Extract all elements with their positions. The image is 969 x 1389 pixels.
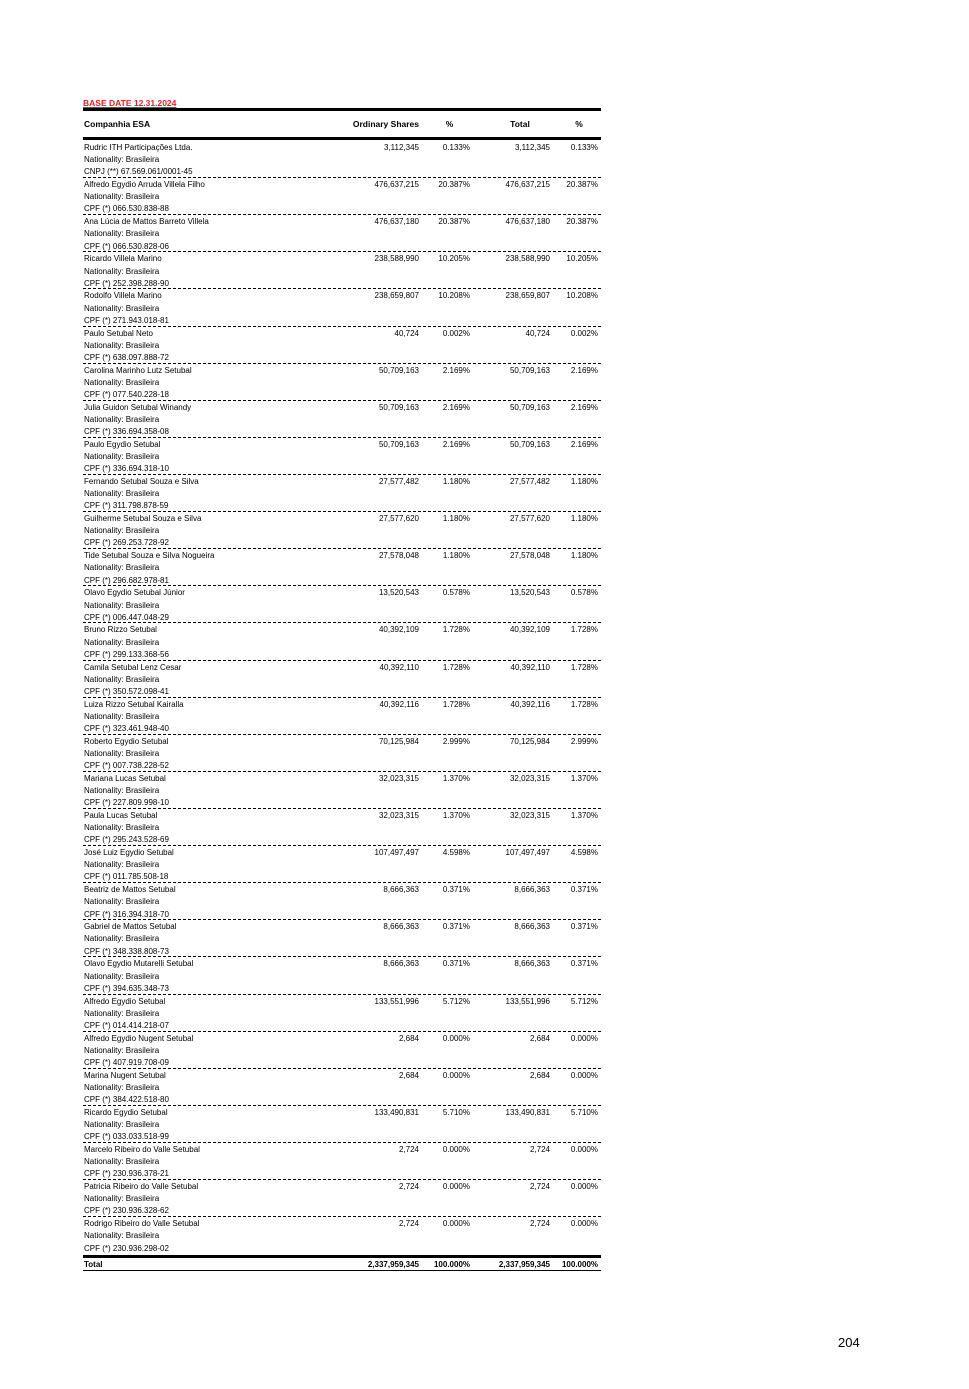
- row-divider: [83, 994, 601, 995]
- shareholder-name: Ana Lúcia de Mattos Barreto Villela: [84, 217, 209, 227]
- nationality: Nationality: Brasileira: [84, 303, 160, 313]
- total-pct: 100.000%: [433, 1259, 470, 1269]
- nationality: Nationality: Brasileira: [84, 266, 160, 276]
- nationality: Nationality: Brasileira: [84, 934, 160, 944]
- tax-id: CPF (*) 311.798.878-59: [84, 501, 169, 511]
- tax-id: CPF (*) 252.398.288-90: [84, 278, 169, 288]
- total-pct: 0.000%: [570, 1219, 598, 1229]
- table-row: [83, 216, 601, 253]
- row-divider: [83, 845, 601, 846]
- header-rule-bottom: [83, 137, 601, 140]
- header-pct: %: [445, 119, 454, 129]
- shareholder-name: Carolina Marinho Lutz Setubal: [84, 365, 192, 375]
- shares-pct: 1.370%: [442, 810, 470, 820]
- total-shares: 238,659,807: [505, 291, 550, 301]
- shareholder-name: Paula Lucas Setubal: [84, 810, 158, 820]
- row-divider: [83, 1105, 601, 1106]
- total-shares: 133,551,996: [505, 996, 550, 1006]
- total-shares: 2,684: [529, 1033, 550, 1043]
- total-shares: 27,578,048: [509, 551, 550, 561]
- shareholder-name: José Luiz Egydio Setubal: [84, 848, 174, 858]
- ordinary-shares: 2,684: [398, 1033, 419, 1043]
- shares-pct: 1.180%: [442, 551, 470, 561]
- total-row: [83, 1258, 601, 1270]
- shareholder-name: Roberto Egydio Setubal: [84, 736, 169, 746]
- row-divider: [83, 400, 601, 401]
- table-row: [83, 1218, 601, 1255]
- tax-id: CPF (*) 007.738.228-52: [84, 761, 169, 771]
- total-pct: 1.728%: [570, 662, 598, 672]
- table-row: [83, 587, 601, 624]
- total-shares: 13,520,543: [509, 588, 550, 598]
- row-divider: [83, 363, 601, 364]
- nationality: Nationality: Brasileira: [84, 1045, 160, 1055]
- row-divider: [83, 585, 601, 586]
- nationality: Nationality: Brasileira: [84, 563, 160, 573]
- nationality: Nationality: Brasileira: [84, 786, 160, 796]
- shares-pct: 5.712%: [442, 996, 470, 1006]
- total-pct: 0.002%: [570, 328, 598, 338]
- total-pct: 0.000%: [570, 1182, 598, 1192]
- nationality: Nationality: Brasileira: [84, 340, 160, 350]
- shares-pct: 5.710%: [442, 1107, 470, 1117]
- total-pct: 0.000%: [570, 1070, 598, 1080]
- total-pct: 0.578%: [570, 588, 598, 598]
- row-divider: [83, 214, 601, 215]
- table-row: [83, 179, 601, 216]
- table-row: [83, 253, 601, 290]
- tax-id: CPF (*) 323.461.948-40: [84, 724, 169, 734]
- shares-pct: 0.371%: [442, 885, 470, 895]
- nationality: Nationality: Brasileira: [84, 823, 160, 833]
- nationality: Nationality: Brasileira: [84, 229, 160, 239]
- shares-pct: 0.371%: [442, 959, 470, 969]
- nationality: Nationality: Brasileira: [84, 860, 160, 870]
- total-pct: 5.710%: [570, 1107, 598, 1117]
- table-row: [83, 1144, 601, 1181]
- total-shares: 2,724: [529, 1144, 550, 1154]
- shares-pct: 2.169%: [442, 365, 470, 375]
- shareholder-name: Olavo Egydio Setubal Júnior: [84, 588, 185, 598]
- shareholder-rows: [83, 142, 601, 1255]
- nationality: Nationality: Brasileira: [84, 377, 160, 387]
- ordinary-shares: 32,023,315: [378, 773, 419, 783]
- table-row: [83, 550, 601, 587]
- tax-id: CPF (*) 230.936.378-21: [84, 1169, 169, 1179]
- ordinary-shares: 238,588,990: [374, 254, 419, 264]
- row-divider: [83, 326, 601, 327]
- shareholder-name: Paulo Egydio Setubal: [84, 439, 161, 449]
- header-ordinary-shares: Ordinary Shares: [352, 119, 419, 129]
- shares-pct: 1.728%: [442, 662, 470, 672]
- table-row: [83, 699, 601, 736]
- base-date: BASE DATE 12.31.2024: [83, 98, 177, 108]
- nationality: Nationality: Brasileira: [84, 452, 160, 462]
- row-divider: [83, 474, 601, 475]
- ordinary-shares: 40,724: [394, 328, 419, 338]
- tax-id: CPF (*) 638.097.888-72: [84, 352, 169, 362]
- total-pct: 0.000%: [570, 1144, 598, 1154]
- ordinary-shares: 13,520,543: [378, 588, 419, 598]
- row-divider: [83, 771, 601, 772]
- tax-id: CPF (*) 271.943.018-81: [84, 315, 169, 325]
- total-pct: 1.370%: [570, 773, 598, 783]
- ordinary-shares: 8,666,363: [383, 885, 419, 895]
- table-row: [83, 662, 601, 699]
- total-shares: 50,709,163: [509, 365, 550, 375]
- nationality: Nationality: Brasileira: [84, 155, 160, 165]
- total-shares: 50,709,163: [509, 402, 550, 412]
- total-pct: 4.598%: [570, 848, 598, 858]
- table-row: [83, 773, 601, 810]
- nationality: Nationality: Brasileira: [84, 526, 160, 536]
- nationality: Nationality: Brasileira: [84, 489, 160, 499]
- tax-id: CPF (*) 033.033.518-99: [84, 1132, 169, 1142]
- row-divider: [83, 734, 601, 735]
- nationality: Nationality: Brasileira: [84, 192, 160, 202]
- ordinary-shares: 238,659,807: [374, 291, 419, 301]
- total-pct: 10.208%: [566, 291, 598, 301]
- total-shares: 476,637,215: [505, 180, 550, 190]
- total-total: 2,337,959,345: [498, 1259, 550, 1269]
- total-shares: 8,666,363: [514, 885, 550, 895]
- shares-pct: 10.205%: [438, 254, 470, 264]
- row-divider: [83, 511, 601, 512]
- shareholder-name: Alfredo Egydio Setubal: [84, 996, 166, 1006]
- shareholder-name: Marcelo Ribeiro do Valle Setubal: [84, 1144, 200, 1154]
- table-row: [83, 884, 601, 921]
- table-row: [83, 624, 601, 661]
- total-shares: 3,112,345: [515, 143, 550, 152]
- shareholder-name: Marina Nugent Setubal: [84, 1070, 166, 1080]
- tax-id: CPF (*) 296.682.978-81: [84, 575, 169, 585]
- total-shares: 2,337,959,345: [367, 1259, 419, 1269]
- shares-pct: 0.000%: [442, 1033, 470, 1043]
- row-divider: [83, 882, 601, 883]
- shareholder-name: Paulo Setubal Neto: [84, 328, 153, 338]
- table-row: [83, 1070, 601, 1107]
- header-total: Total: [510, 119, 530, 129]
- table-row: [83, 513, 601, 550]
- shareholder-name: Tide Setubal Souza e Silva Nogueira: [84, 551, 215, 561]
- total-pct: 0.000%: [570, 1033, 598, 1043]
- total-shares: 8,666,363: [514, 922, 550, 932]
- shares-pct: 0.002%: [442, 328, 470, 338]
- total-pct: 2.169%: [570, 365, 598, 375]
- tax-id: CPF (*) 295.243.528-69: [84, 835, 169, 845]
- shares-pct: 0.000%: [442, 1182, 470, 1192]
- tax-id: CPF (*) 230.936.328-62: [84, 1206, 169, 1216]
- tax-id: CPF (*) 384.422.518-80: [84, 1095, 169, 1105]
- total-shares: 27,577,482: [509, 476, 550, 486]
- shares-pct: 2.169%: [442, 439, 470, 449]
- shares-pct: 1.180%: [442, 476, 470, 486]
- total-pct: 1.180%: [570, 551, 598, 561]
- table-row: [83, 439, 601, 476]
- tax-id: CPF (*) 316.394.318-70: [84, 909, 169, 919]
- total-pct: 0.371%: [570, 959, 598, 969]
- shareholder-name: Patricia Ribeiro do Valle Setubal: [84, 1182, 199, 1192]
- nationality: Nationality: Brasileira: [84, 971, 160, 981]
- table-row: [83, 958, 601, 995]
- shareholder-name: Camila Setubal Lenz Cesar: [84, 662, 182, 672]
- ordinary-shares: 107,497,497: [374, 848, 419, 858]
- table-row: [83, 402, 601, 439]
- shares-pct: 4.598%: [442, 848, 470, 858]
- ordinary-shares: 40,392,109: [378, 625, 419, 635]
- total-shares: 107,497,497: [505, 848, 550, 858]
- table-row: [83, 1181, 601, 1218]
- ordinary-shares: 50,709,163: [378, 365, 419, 375]
- ordinary-shares: 2,684: [398, 1070, 419, 1080]
- tax-id: CPF (*) 336.694.358-08: [84, 427, 169, 437]
- nationality: Nationality: Brasileira: [84, 674, 160, 684]
- shares-pct: 0.133%: [442, 143, 470, 152]
- total-shares: 40,724: [525, 328, 550, 338]
- row-divider: [83, 697, 601, 698]
- tax-id: CPF (*) 350.572.098-41: [84, 686, 169, 696]
- total-pct: 1.728%: [570, 625, 598, 635]
- shares-pct: 1.180%: [442, 514, 470, 524]
- shares-pct: 20.387%: [438, 217, 470, 227]
- shares-pct: 0.000%: [442, 1144, 470, 1154]
- shares-pct: 1.728%: [442, 699, 470, 709]
- tax-id: CPF (*) 336.694.318-10: [84, 464, 169, 474]
- shareholder-name: Bruno Rizzo Setubal: [84, 625, 157, 635]
- ordinary-shares: 50,709,163: [378, 439, 419, 449]
- ordinary-shares: 8,666,363: [383, 922, 419, 932]
- total-shares: 2,724: [529, 1182, 550, 1192]
- total-pct: 0.133%: [570, 143, 598, 152]
- ordinary-shares: 2,724: [398, 1219, 419, 1229]
- row-divider: [83, 288, 601, 289]
- nationality: Nationality: Brasileira: [84, 414, 160, 424]
- shareholder-name: Julia Guidon Setubal Winandy: [84, 402, 192, 412]
- shareholder-name: Luiza Rizzo Setubal Kairalla: [84, 699, 184, 709]
- nationality: Nationality: Brasileira: [84, 1082, 160, 1092]
- nationality: Nationality: Brasileira: [84, 1194, 160, 1204]
- shares-pct: 0.000%: [442, 1219, 470, 1229]
- shareholder-name: Alfredo Egydio Arruda Villela Filho: [84, 180, 205, 190]
- nationality: Nationality: Brasileira: [84, 600, 160, 610]
- tax-id: CNPJ (**) 67.569.061/0001-45: [84, 167, 193, 177]
- tax-id: CPF (*) 299.133.368-56: [84, 649, 169, 659]
- total-shares: 2,724: [529, 1219, 550, 1229]
- table-row: [83, 1033, 601, 1070]
- shares-pct: 20.387%: [438, 180, 470, 190]
- nationality: Nationality: Brasileira: [84, 637, 160, 647]
- total-pct: 5.712%: [570, 996, 598, 1006]
- total-pct: 0.371%: [570, 885, 598, 895]
- total-shares: 476,637,180: [505, 217, 550, 227]
- total-pct: 20.387%: [566, 180, 598, 190]
- shareholder-name: Olavo Egydio Mutarelli Setubal: [84, 959, 194, 969]
- total-pct-total: 100.000%: [561, 1259, 598, 1269]
- ordinary-shares: 70,125,984: [378, 736, 419, 746]
- row-divider: [83, 919, 601, 920]
- row-divider: [83, 437, 601, 438]
- shareholder-name: Rodrigo Ribeiro do Valle Setubal: [84, 1219, 200, 1229]
- ordinary-shares: 476,637,180: [374, 217, 419, 227]
- total-shares: 8,666,363: [514, 959, 550, 969]
- shareholder-name: Gabriel de Mattos Setubal: [84, 922, 177, 932]
- tax-id: CPF (*) 011.785.508-18: [84, 872, 169, 882]
- ordinary-shares: 8,666,363: [383, 959, 419, 969]
- shareholder-name: Guilherme Setubal Souza e Silva: [84, 514, 202, 524]
- table-row: [83, 328, 601, 365]
- nationality: Nationality: Brasileira: [84, 1120, 160, 1130]
- table-row: [83, 847, 601, 884]
- shares-pct: 0.000%: [442, 1070, 470, 1080]
- nationality: Nationality: Brasileira: [84, 711, 160, 721]
- ordinary-shares: 133,551,996: [374, 996, 419, 1006]
- nationality: Nationality: Brasileira: [84, 1008, 160, 1018]
- table-row: [83, 996, 601, 1033]
- ordinary-shares: 27,578,048: [378, 551, 419, 561]
- total-pct: 2.169%: [570, 439, 598, 449]
- row-divider: [83, 548, 601, 549]
- shareholder-name: Rudric ITH Participações Ltda.: [84, 143, 193, 152]
- ordinary-shares: 476,637,215: [374, 180, 419, 190]
- shares-pct: 1.370%: [442, 773, 470, 783]
- ordinary-shares: 27,577,620: [378, 514, 419, 524]
- tax-id: CPF (*) 066.530.838-88: [84, 204, 169, 214]
- row-divider: [83, 1142, 601, 1143]
- row-divider: [83, 1031, 601, 1032]
- tax-id: CPF (*) 227.809.998-10: [84, 798, 169, 808]
- ordinary-shares: 2,724: [398, 1144, 419, 1154]
- shareholder-name: Fernando Setubal Souza e Silva: [84, 476, 199, 486]
- tax-id: CPF (*) 348.338.808-73: [84, 946, 169, 956]
- total-shares: 238,588,990: [505, 254, 550, 264]
- row-divider: [83, 660, 601, 661]
- total-label: Total: [84, 1259, 103, 1269]
- total-shares: 32,023,315: [509, 810, 550, 820]
- shares-pct: 1.728%: [442, 625, 470, 635]
- row-divider: [83, 177, 601, 178]
- table-row: [83, 365, 601, 402]
- table-row: [83, 921, 601, 958]
- header-pct-total: %: [575, 119, 583, 129]
- shareholder-name: Beatriz de Mattos Setubal: [84, 885, 176, 895]
- tax-id: CPF (*) 006.447.048-29: [84, 612, 169, 622]
- tax-id: CPF (*) 394.635.348-73: [84, 983, 169, 993]
- shareholder-table: [83, 98, 601, 1271]
- ordinary-shares: 27,577,482: [378, 476, 419, 486]
- shares-pct: 10.208%: [438, 291, 470, 301]
- nationality: Nationality: Brasileira: [84, 1157, 160, 1167]
- total-shares: 40,392,116: [510, 699, 550, 709]
- total-pct: 0.371%: [570, 922, 598, 932]
- total-pct: 1.728%: [570, 699, 598, 709]
- table-header: [83, 111, 601, 137]
- shares-pct: 0.578%: [442, 588, 470, 598]
- page-number: 204: [838, 1335, 860, 1350]
- ordinary-shares: 3,112,345: [384, 143, 419, 152]
- row-divider: [83, 808, 601, 809]
- total-shares: 133,490,831: [505, 1107, 550, 1117]
- total-rule-bottom: [83, 1270, 601, 1271]
- total-pct: 20.387%: [566, 217, 598, 227]
- total-pct: 2.999%: [570, 736, 598, 746]
- table-row: [83, 290, 601, 327]
- ordinary-shares: 40,392,116: [379, 699, 419, 709]
- row-divider: [83, 622, 601, 623]
- tax-id: CPF (*) 066.530.828-06: [84, 241, 169, 251]
- total-shares: 50,709,163: [509, 439, 550, 449]
- total-pct: 10.205%: [566, 254, 598, 264]
- tax-id: CPF (*) 077.540.228-18: [84, 390, 169, 400]
- tax-id: CPF (*) 230.936.298-02: [84, 1243, 169, 1253]
- total-shares: 2,684: [529, 1070, 550, 1080]
- shareholder-name: Mariana Lucas Setubal: [84, 773, 166, 783]
- shareholder-name: Rodolfo Villela Marino: [84, 291, 162, 301]
- shares-pct: 0.371%: [442, 922, 470, 932]
- total-shares: 27,577,620: [509, 514, 550, 524]
- nationality: Nationality: Brasileira: [84, 897, 160, 907]
- shares-pct: 2.169%: [442, 402, 470, 412]
- table-row: [83, 476, 601, 513]
- nationality: Nationality: Brasileira: [84, 748, 160, 758]
- header-company: Companhia ESA: [84, 119, 151, 129]
- row-divider: [83, 1068, 601, 1069]
- total-pct: 1.370%: [570, 810, 598, 820]
- table-row: [83, 142, 601, 179]
- tax-id: CPF (*) 014.414.218-07: [84, 1020, 169, 1030]
- ordinary-shares: 2,724: [398, 1182, 419, 1192]
- shares-pct: 2.999%: [442, 736, 470, 746]
- total-pct: 1.180%: [570, 514, 598, 524]
- row-divider: [83, 1179, 601, 1180]
- table-row: [83, 736, 601, 773]
- nationality: Nationality: Brasileira: [84, 1231, 160, 1241]
- row-divider: [83, 1216, 601, 1217]
- row-divider: [83, 251, 601, 252]
- shareholder-name: Ricardo Villela Marino: [84, 254, 162, 264]
- total-shares: 32,023,315: [509, 773, 550, 783]
- total-pct: 1.180%: [570, 476, 598, 486]
- ordinary-shares: 50,709,163: [378, 402, 419, 412]
- ordinary-shares: 133,490,831: [374, 1107, 419, 1117]
- row-divider: [83, 956, 601, 957]
- table-row: [83, 810, 601, 847]
- total-shares: 40,392,109: [509, 625, 550, 635]
- tax-id: CPF (*) 407.919.708-09: [84, 1058, 169, 1067]
- total-shares: 40,392,110: [510, 662, 550, 672]
- table-row: [83, 1107, 601, 1144]
- tax-id: CPF (*) 269.253.728-92: [84, 538, 169, 548]
- shareholder-name: Alfredo Egydio Nugent Setubal: [84, 1033, 194, 1043]
- total-pct: 2.169%: [570, 402, 598, 412]
- ordinary-shares: 32,023,315: [378, 810, 419, 820]
- ordinary-shares: 40,392,110: [379, 662, 419, 672]
- shareholder-name: Ricardo Egydio Setubal: [84, 1107, 168, 1117]
- total-shares: 70,125,984: [509, 736, 550, 746]
